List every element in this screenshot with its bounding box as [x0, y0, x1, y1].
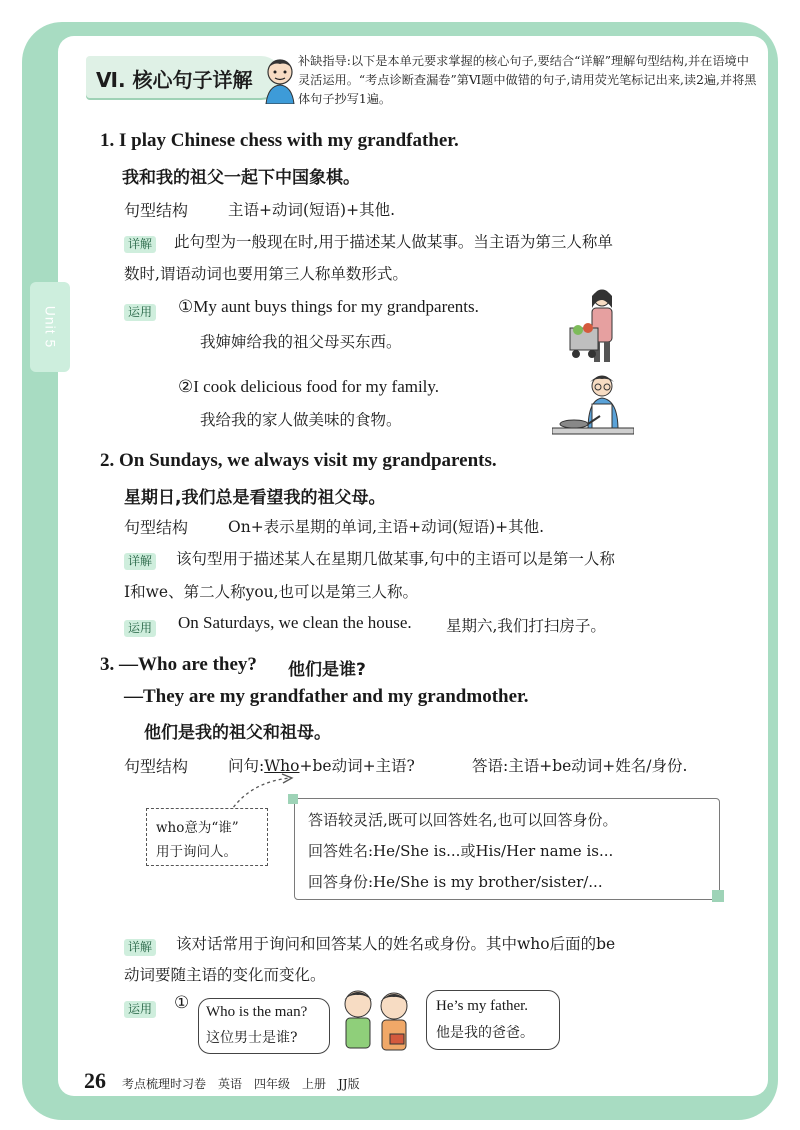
book-title: 考点梳理时习卷 英语 四年级 上册 JJ版: [122, 1077, 360, 1091]
section-title: Ⅵ. 核心句子详解: [96, 68, 253, 92]
structure-label: 句型结构: [124, 201, 189, 220]
use-tag: 运用: [124, 301, 156, 321]
detail-3-line-1: 该对话常用于询问和回答某人的姓名或身份。其中who后面的be: [176, 935, 616, 953]
sentence-3-question-en: 3. —Who are they?: [100, 654, 257, 675]
detail-2-line-2: I和we、第二人称you,也可以是第三人称。: [124, 583, 419, 601]
unit-tab-label: Unit 5: [42, 305, 59, 349]
woman-shopping-icon: [562, 286, 626, 364]
use-2-cn: 我给我的家人做美味的食物。: [200, 411, 402, 429]
man-cooking-icon: [552, 370, 634, 442]
structure-3-answer: 答语:主语+be动词+姓名/身份.: [472, 757, 688, 775]
detail-1-line-2: 数时,谓语动词也要用第三人称单数形式。: [124, 265, 408, 283]
detail-tag: 详解: [124, 550, 156, 570]
unit-tab: [30, 282, 70, 372]
sentence-2-cn: 星期日,我们总是看望我的祖父母。: [124, 488, 386, 508]
guide-text: 补缺指导:以下是本单元要求掌握的核心句子,要结合“详解”理解句型结构,并在语境中灵活运用。“考点诊断查漏卷”第Ⅵ题中做错的句子,请用荧光笔标记出来,读2遍,并将黑体句子抄写1遍。: [298, 54, 757, 106]
use-tag: 运用: [124, 617, 156, 637]
structure-label: 句型结构: [124, 757, 189, 776]
bubble-left-en: Who is the man?: [206, 1004, 308, 1020]
detail-tag: 详解: [124, 936, 156, 956]
detail-tag: 详解: [124, 233, 156, 253]
use-s3-number: ①: [174, 993, 190, 1012]
use-s2-cn: 星期六,我们打扫房子。: [446, 617, 606, 635]
who-underlined: Who: [264, 757, 300, 775]
bubble-left-cn: 这位男士是谁?: [206, 1030, 298, 1046]
use-tag: 运用: [124, 998, 156, 1018]
children-icon: [332, 986, 422, 1060]
use-1-cn: 我婶婶给我的祖父母买东西。: [200, 333, 402, 351]
use-s2-en: On Saturdays, we clean the house.: [178, 613, 412, 632]
detail-1-line-1: 此句型为一般现在时,用于描述某人做某事。当主语为第三人称单: [174, 233, 613, 251]
who-note-line-2: 用于询问人。: [156, 844, 237, 860]
structure-1: 主语+动词(短语)+其他.: [228, 201, 395, 219]
tape-corner: [712, 890, 724, 902]
structure-label: 句型结构: [124, 518, 189, 537]
answer-note-line-1: 答语较灵活,既可以回答姓名,也可以回答身份。: [308, 811, 618, 829]
page-number: 26: [84, 1068, 106, 1093]
sentence-3-question-cn: 他们是谁?: [288, 660, 366, 680]
answer-note-line-2: 回答姓名:He/She is...或His/Her name is...: [308, 842, 614, 860]
detail-3-line-2: 动词要随主语的变化而变化。: [124, 966, 326, 984]
bubble-right-en: He’s my father.: [436, 998, 529, 1014]
use-2-en: ②I cook delicious food for my family.: [178, 377, 440, 396]
bubble-right-cn: 他是我的爸爸。: [436, 1025, 534, 1041]
detail-2-line-1: 该句型用于描述某人在星期几做某事,句中的主语可以是第一人称: [176, 550, 615, 568]
answer-note-line-3: 回答身份:He/She is my brother/sister/...: [308, 873, 603, 891]
structure-2: On+表示星期的单词,主语+动词(短语)+其他.: [228, 518, 545, 536]
sentence-1-en: 1. I play Chinese chess with my grandfather.: [100, 130, 459, 151]
tape-corner: [288, 794, 298, 804]
teacher-avatar-icon: [262, 52, 298, 104]
who-note-line-1: who意为“谁”: [156, 820, 239, 836]
sentence-2-en: 2. On Sundays, we always visit my grandparents.: [100, 450, 497, 471]
sentence-3-answer-en: —They are my grandfather and my grandmother.: [124, 686, 529, 707]
structure-3-question: 问句:Who+be动词+主语?: [228, 757, 415, 775]
use-1-en: ①My aunt buys things for my grandparents.: [178, 297, 479, 316]
sentence-3-answer-cn: 他们是我的祖父和祖母。: [144, 723, 331, 743]
sentence-1-cn: 我和我的祖父一起下中国象棋。: [122, 168, 360, 188]
